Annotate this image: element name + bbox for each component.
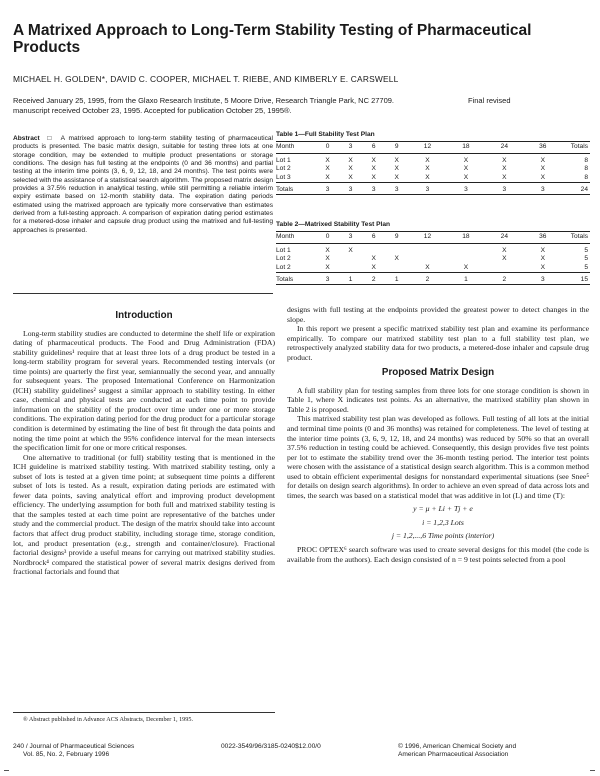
table-cell: X	[463, 157, 469, 164]
final-revised-label: Final revised	[468, 96, 511, 105]
received-line-1: Received January 25, 1995, from the Glaxo Research Institute, 5 Moore Drive, Research Triangle Park, NC 27709.	[13, 96, 395, 105]
table-cell: 8	[584, 164, 588, 172]
received-line-2: manuscript received October 23, 1995. Accepted for publication October 25, 1995®.	[13, 105, 292, 115]
table-cell: 3	[385, 183, 408, 195]
table-cell: X	[325, 247, 330, 254]
table-cell: 3	[316, 183, 339, 195]
table-cell: 5	[584, 247, 588, 254]
abstract-divider	[13, 293, 273, 294]
table-cell: 2	[485, 273, 523, 285]
abstract-label: Abstract	[13, 135, 40, 142]
table-cell: X	[540, 164, 545, 172]
table-cell: 5	[562, 264, 590, 273]
table-cell: X	[447, 174, 485, 183]
table-cell: 1	[447, 273, 485, 285]
left-column	[13, 305, 275, 577]
table-cell: X	[394, 164, 399, 172]
table-cell: X	[348, 247, 353, 254]
article-code: 0022-3549/96/3185-0240$12.00/0	[221, 743, 321, 750]
table-cell: 0	[316, 232, 339, 244]
table-cell: 1	[385, 273, 408, 285]
table-cell: Lot 1	[276, 157, 291, 164]
table-cell: X	[524, 264, 562, 273]
table-cell: Lot 2	[276, 254, 291, 262]
table1	[276, 141, 590, 195]
table-cell: Lot 1	[276, 247, 291, 254]
table-cell: 3	[447, 183, 485, 195]
table-cell: X	[394, 254, 399, 262]
table-cell: 8	[562, 174, 590, 183]
table-cell: Month	[276, 232, 316, 244]
table-cell: 3	[524, 273, 562, 285]
table-cell: 2	[362, 273, 385, 285]
footer-journal	[13, 743, 223, 759]
table2-caption: Table 2—Matrixed Stability Test Plan	[276, 221, 391, 228]
table-totals-row	[276, 183, 590, 195]
intro-paragraph-2: One alternative to traditional (or full) stability testing that is mentioned in the ICH guideline is matrixed stability testing. With matrixed stability testing, only a subset of lots is tested at a given time point; at subsequent time points a different subset of lots is tested. As a result, expiration dating periods are estimated with fewer data points, saving analytical effort and improving product development efficiency. The underlying assumption for both full and matrixed stability testing is that the samples tested at each time point are representative of the batches under study and the commercial product. The design of the matrix should take into account factors that affect drug product stability, including storage time, storage condition, lot, and product presentation (e.g., strength and container/closure). Fractional factorial designs³ provide a useful means for carrying out matrixed stability studies. Nordbrock⁴ compared the statistical power of several matrix designs derived from fractional factorials and found that	[13, 452, 275, 577]
copyright-line-2: American Pharmaceutical Association	[398, 751, 509, 759]
table-cell: 24	[485, 142, 523, 154]
matrix-design-heading: Proposed Matrix Design	[381, 367, 495, 379]
table-cell: Lot 2	[276, 264, 316, 273]
table-cell: 3	[362, 183, 385, 195]
proc-optex-paragraph: PROC OPTEX⁶ search software was used to create several designs for this model (the code is available from the authors). Each design consisted of n = 9 test points selected from a pool	[287, 545, 589, 564]
table-cell	[447, 244, 485, 255]
continued-paragraph: designs with full testing at the endpoints provided the greatest power to detect changes in the slope.	[287, 305, 589, 324]
table1-caption: Table 1—Full Stability Test Plan	[276, 131, 375, 138]
table-row	[276, 165, 590, 174]
table-row	[276, 154, 590, 165]
table-cell: 24	[562, 183, 590, 195]
table-cell: 3	[339, 183, 362, 195]
received-info	[13, 96, 587, 115]
table-cell: X	[502, 247, 507, 254]
table-cell: Totals	[276, 183, 316, 195]
table-cell: X	[485, 174, 523, 183]
table-cell: 3	[316, 273, 339, 285]
table-cell: 3	[339, 232, 362, 244]
table-cell: X	[362, 174, 385, 183]
table-cell: X	[540, 157, 545, 164]
journal-volume: Vol. 85, No. 2, February 1996	[23, 751, 110, 759]
table-cell: X	[371, 254, 376, 262]
table-cell: 18	[447, 232, 485, 244]
table-cell: 12	[408, 142, 446, 154]
table-header-row	[276, 232, 590, 244]
table-cell: 9	[385, 142, 408, 154]
table-cell: X	[502, 254, 507, 262]
table-cell: 0	[316, 142, 339, 154]
report-paragraph: In this report we present a specific matrixed stability test plan and examine its performance empirically. To compare our matrixed stability test plan to a full stability test plan, we retrospectively analyzed stability data for two products, a metered-dose inhaler and capsule drug product.	[287, 324, 589, 362]
table-cell: 5	[584, 254, 588, 262]
table-cell: Totals	[562, 142, 590, 154]
full-plan-paragraph: A full stability plan for testing samples from three lots for one storage condition is shown in Table 1, where X indicates test points. As an alternative, the matrixed stability plan shown in Table 2 is proposed.	[287, 385, 589, 414]
table-cell: X	[348, 157, 353, 164]
table-cell: X	[325, 157, 330, 164]
table-row	[276, 255, 590, 264]
intro-paragraph-1: Long-term stability studies are conducted to determine the shelf life or expiration dating of pharmaceutical products. The Food and Drug Administration (FDA) stability guidelines¹ require that at least three lots of a drug product be tested in a long-term stability program for several years. Recommended testing intervals (or time points) are quarterly the first year, semiannually the second year, and annually for subsequent years. The proposed International Conference on Harmonization (ICH) stability guidelines² suggest a similar approach to stability testing. In either case, chemical and physical tests are conducted at each time point to provide information on the stability of the product over time under one or more storage conditions. The expiration dating period for the drug product for a particular storage condition is determined by estimating the line of best fit through the data points and noting the time point at which the 95% confidence interval for the mean intersects the specification limit for one or more critical responses.	[13, 328, 275, 453]
table-cell: Month	[276, 142, 316, 154]
table-cell: X	[316, 264, 339, 273]
copyright-line-1: © 1996, American Chemical Society and	[398, 743, 517, 750]
table-cell: 3	[339, 142, 362, 154]
right-column	[287, 305, 589, 564]
table-cell: X	[502, 164, 507, 172]
table-cell: X	[447, 264, 485, 273]
table-cell: 1	[339, 273, 362, 285]
table-cell	[362, 244, 385, 255]
table-cell: Totals	[562, 232, 590, 244]
table-header-row	[276, 142, 590, 154]
table-cell: Totals	[276, 273, 316, 285]
table-cell	[447, 255, 485, 264]
table-cell: Lot 2	[276, 164, 291, 172]
table-cell: X	[408, 264, 446, 273]
table-row	[276, 264, 590, 273]
table-cell: X	[540, 247, 545, 254]
abstract	[13, 135, 273, 235]
table-cell: X	[371, 164, 376, 172]
table-cell: X	[540, 254, 545, 262]
table-cell	[385, 264, 408, 273]
paper-title: A Matrixed Approach to Long-Term Stability Testing of Pharmaceutical Products	[13, 22, 532, 56]
table-cell: X	[371, 157, 376, 164]
table-cell: 2	[408, 273, 446, 285]
table-cell	[339, 255, 362, 264]
table-cell: 9	[385, 232, 408, 244]
development-paragraph: This matrixed stability test plan was developed as follows. Full testing of all lots at the initial and terminal time points (0 and 36 months) was retained for completeness. The level of testing at the interior time points (3, 6, 9, 12, 18, and 24 months) was reduced by 50% so that an overall 37.5% reduction in testing could be achieved. Consequently, this design provides five test points per lot to estimate the stability trend over the 36-month testing period. The interior test points were chosen with the assistance of a statistical design search algorithm. This is a common method used to obtain efficient experimental designs for nonstandard experimental situations (see Snee⁵ for details on design search algorithms). In order to achieve an even spread of data across lots and times, the search was based on a statistical model that was additive in lot (L) and time (T):	[287, 414, 589, 500]
table-cell: 12	[408, 232, 446, 244]
crop-mark	[4, 770, 9, 771]
introduction-heading: Introduction	[115, 310, 173, 321]
table-cell: X	[502, 157, 507, 164]
table-cell: X	[408, 174, 446, 183]
table-cell	[485, 264, 523, 273]
crop-mark	[590, 770, 595, 771]
table-cell: Lot 3	[276, 174, 316, 183]
model-equation: y = μ + Li + Tj + e	[413, 504, 473, 514]
table-cell	[339, 264, 362, 273]
abstract-text: A matrixed approach to long-term stability testing of pharmaceutical products is presented. The basic matrix design, suitable for testing three lots at one storage condition, may be extended to multiple product presentations or storage conditions. The design has full testing at the endpoints (0 and 36 months) and partial testing at the interim time points (3, 6, 9, 12, 18, and 24 months). The test points were selected with the assistance of a statistical search algorithm. The proposed matrix design provides a 37.5% reduction in analytical testing, while still permitting a reliable interim expiry estimate based on 12-month stability data. The expiration dating periods estimated using the matrixed approach are typically more conservative than estimates derived from a full-testing approach. A comparison of expiration dating period estimates for a metered-dose inhaler and capsule drug product using the matrixed and full-testing approaches is presented.	[13, 135, 273, 234]
table-cell: X	[524, 174, 562, 183]
table-cell: 6	[362, 232, 385, 244]
table2	[276, 231, 590, 285]
table-cell: X	[425, 157, 430, 164]
table-cell	[408, 255, 446, 264]
table-cell: 6	[362, 142, 385, 154]
footnote: ® Abstract published in Advance ACS Abstracts, December 1, 1995.	[23, 716, 194, 723]
table-cell: 18	[447, 142, 485, 154]
table-cell: X	[385, 174, 408, 183]
table-cell: X	[316, 174, 339, 183]
table-cell: X	[339, 174, 362, 183]
table-cell: X	[425, 164, 430, 172]
table-cell: 36	[524, 142, 562, 154]
table-cell: 15	[562, 273, 590, 285]
table-cell: 8	[584, 157, 588, 164]
table-cell	[408, 244, 446, 255]
table-row	[276, 244, 590, 255]
table-cell: X	[348, 164, 353, 172]
table-cell: 36	[524, 232, 562, 244]
table-cell: X	[362, 264, 385, 273]
table-cell: 24	[485, 232, 523, 244]
table-cell: 3	[485, 183, 523, 195]
author-list: MICHAEL H. GOLDEN*, DAVID C. COOPER, MICHAEL T. RIEBE, AND KIMBERLY E. CARSWELL	[13, 74, 399, 84]
table-cell: X	[463, 164, 469, 172]
table-row	[276, 174, 590, 183]
table-cell	[385, 244, 408, 255]
table-cell: X	[394, 157, 399, 164]
table-cell: X	[325, 164, 330, 172]
table-totals-row	[276, 273, 590, 285]
table-cell: X	[325, 254, 330, 262]
checkbox-square-icon: □	[43, 135, 58, 142]
footer-copyright	[398, 743, 598, 759]
table-cell: 3	[524, 183, 562, 195]
table-cell: 3	[408, 183, 446, 195]
footnote-divider	[13, 712, 275, 713]
lots-index: i = 1,2,3 Lots	[422, 517, 464, 527]
journal-name: 240 / Journal of Pharmaceutical Sciences	[13, 743, 135, 750]
time-index: j = 1,2,...,6 Time points (interior)	[391, 531, 495, 541]
